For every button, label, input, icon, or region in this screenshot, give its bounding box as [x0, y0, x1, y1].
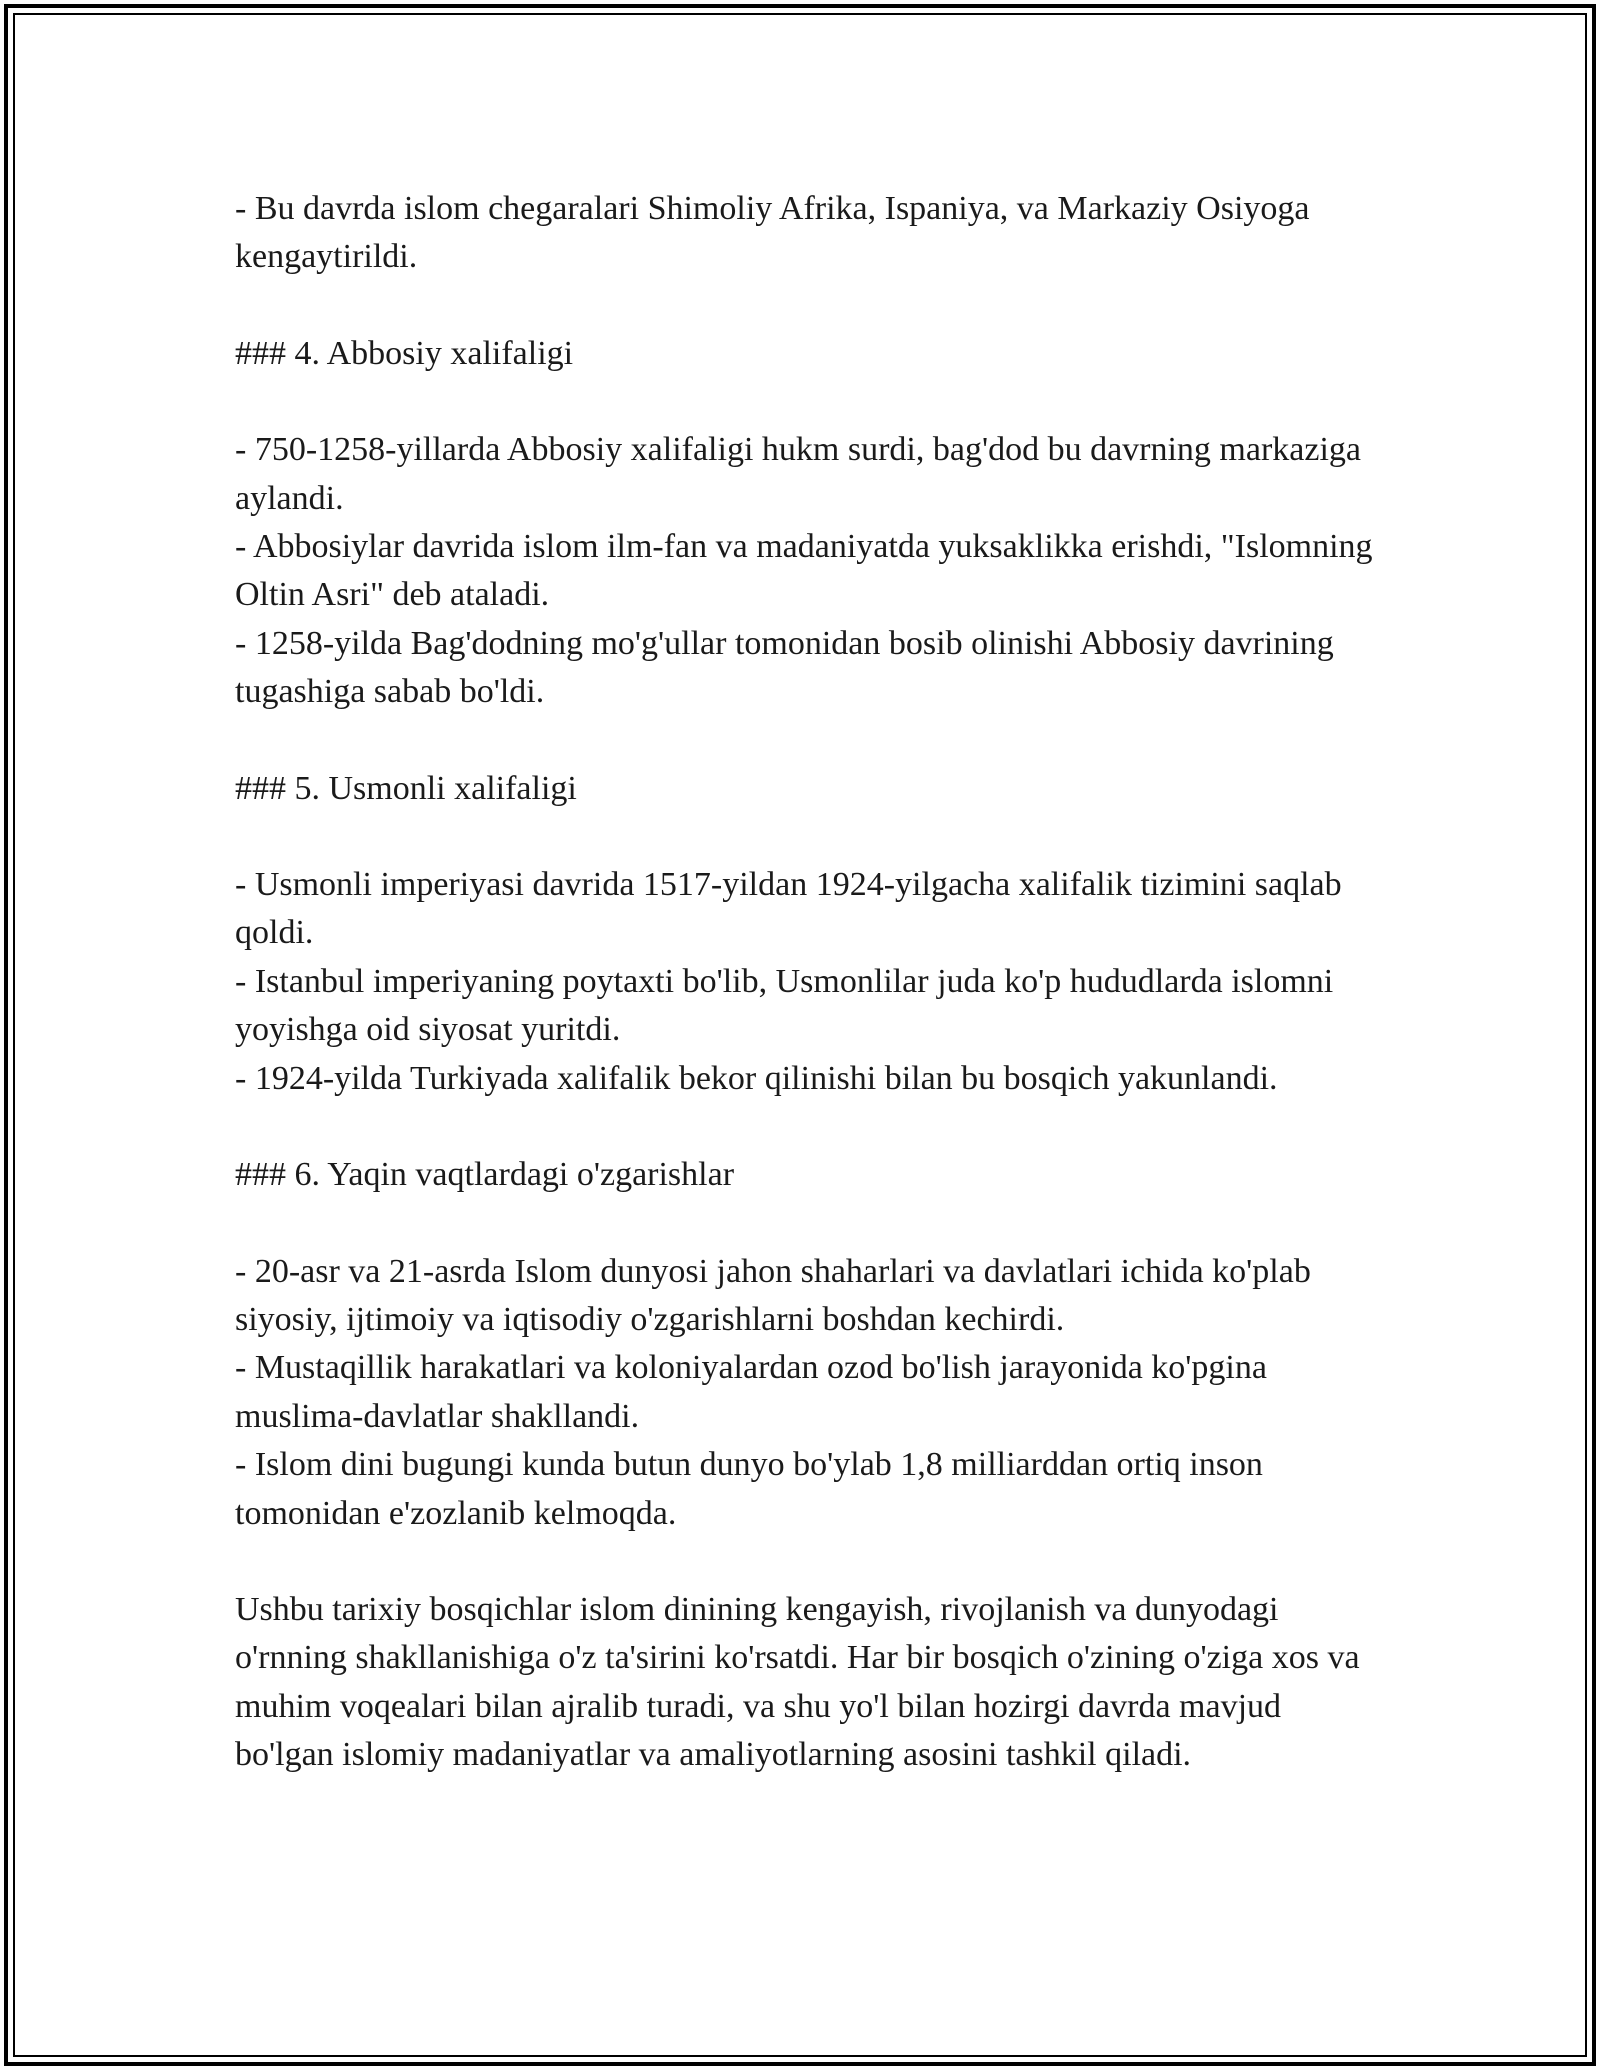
- bullet-independence: - Mustaqillik harakatlari va koloniyalardan ozod bo'lish jarayonida ko'pgina muslima-davlatlar shakllandi.: [235, 1349, 1267, 1435]
- spacer: [235, 717, 1385, 765]
- heading-ottoman-caliphate: ### 5. Usmonli xalifaligi: [235, 769, 577, 807]
- bullet-islam-borders: - Bu davrda islom chegaralari Shimoliy Afrika, Ispaniya, va Markaziy Osiyoga kengaytirildi.: [235, 190, 1310, 276]
- bullet-golden-age: - Abbosiylar davrida islom ilm-fan va madaniyatda yuksaklikka erishdi, "Islomning Oltin Asri" deb ataladi.: [235, 528, 1373, 614]
- bullet-baghdad-fall: - 1258-yilda Bag'dodning mo'g'ullar tomonidan bosib olinishi Abbosiy davrining tugashiga sabab bo'ldi.: [235, 624, 1334, 711]
- heading-recent-changes: ### 6. Yaqin vaqtlardagi o'zgarishlar: [235, 1156, 735, 1194]
- spacer: [235, 1103, 1385, 1151]
- heading-abbasid-caliphate: ### 4. Abbosiy xalifaligi: [235, 334, 574, 372]
- bullet-caliphate-abolished: - 1924-yilda Turkiyada xalifalik bekor qilinishi bilan bu bosqich yakunlandi.: [235, 1059, 1278, 1097]
- spacer: [235, 282, 1385, 330]
- bullet-istanbul-capital: - Istanbul imperiyaning poytaxti bo'lib, Usmonlilar juda ko'p hududlarda islomni yoyishga oid siyosat yuritdi.: [235, 962, 1334, 1049]
- spacer: [235, 813, 1385, 861]
- bullet-ottoman-period: - Usmonli imperiyasi davrida 1517-yildan 1924-yilgacha xalifalik tizimini saqlab qoldi.: [235, 866, 1342, 952]
- bullet-abbasid-rule: - 750-1258-yillarda Abbosiy xalifaligi hukm surdi, bag'dod bu davrning markaziga aylandi.: [235, 431, 1362, 517]
- bullet-followers-count: - Islom dini bugungi kunda butun dunyo bo'ylab 1,8 milliarddan ortiq inson tomonidan e'zozlanib kelmoqda.: [235, 1446, 1263, 1532]
- document-body: [235, 185, 1385, 1780]
- conclusion-paragraph: Ushbu tarixiy bosqichlar islom dinining kengayish, rivojlanish va dunyodagi o'rnning shakllanishiga o'z ta'sirini ko'rsatdi. Har bir bosqich o'zining o'ziga xos va muhim voqealari bilan ajralib turadi, va shu yo'l bilan hozirgi davrda mavjud bo'lgan islomiy madaniyatlar va amaliyotlarning asosini tashkil qiladi.: [235, 1590, 1360, 1774]
- bullet-modern-changes: - 20-asr va 21-asrda Islom dunyosi jahon shaharlari va davlatlari ichida ko'plab siyosiy, ijtimoiy va iqtisodiy o'zgarishlarni boshdan kechirdi.: [235, 1252, 1311, 1338]
- spacer: [235, 1200, 1385, 1248]
- spacer: [235, 378, 1385, 426]
- spacer: [235, 1538, 1385, 1586]
